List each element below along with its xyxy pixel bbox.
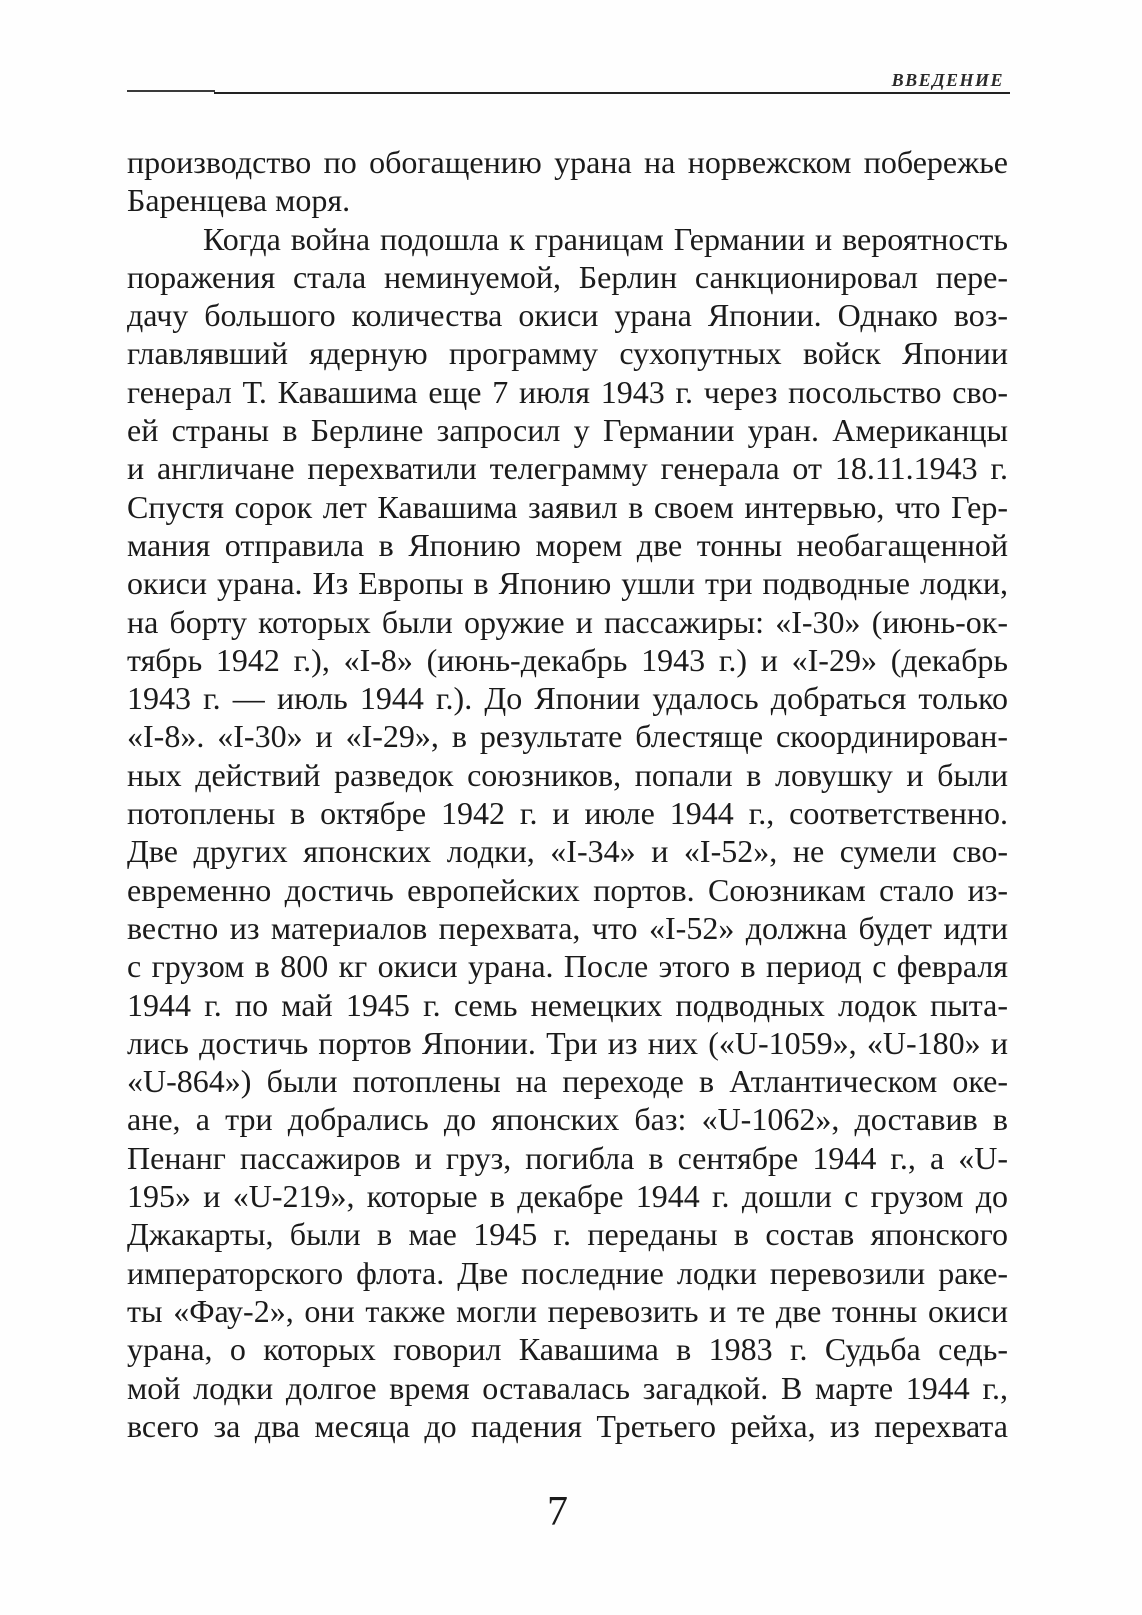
text-line: мания отправила в Японию морем две тонны необагащенной	[127, 526, 1008, 563]
text-line: урана, о которых говорил Кавашима в 1983 г. Судьба седь-	[127, 1331, 1008, 1368]
text-line: всего за два месяца до падения Третьего рейха, из перехвата	[127, 1407, 1008, 1444]
text-line: Джакарты, были в мае 1945 г. переданы в состав японского	[127, 1216, 1008, 1253]
text-line: Баренцева моря.	[127, 182, 351, 219]
text-line: ане, а три добрались до японских баз: «U-1062», доставив в	[127, 1101, 1008, 1138]
text-line: евременно достичь европейских портов. Союзникам стало из-	[127, 871, 1008, 908]
text-line: дачу большого количества окиси урана Японии. Однако воз-	[127, 297, 1008, 334]
text-line: Когда война подошла к границам Германии и вероятность	[203, 220, 1008, 257]
text-line: и англичане перехватили телеграмму генерала от 18.11.1943 г.	[127, 450, 1008, 487]
text-line: «I-8». «I-30» и «I-29», в результате блестяще скоординирован-	[127, 718, 1008, 755]
page-number: 7	[547, 1489, 568, 1535]
text-line: ты «Фау-2», они также могли перевозить и те две тонны окиси	[127, 1292, 1008, 1329]
text-line: тябрь 1942 г.), «I-8» (июнь-декабрь 1943 г.) и «I-29» (декабрь	[127, 641, 1008, 678]
paragraph	[127, 143, 1008, 220]
text-line: императорского флота. Две последние лодки перевозили раке-	[127, 1254, 1008, 1291]
text-line: Спустя сорок лет Кавашима заявил в своем интервью, что Гер-	[127, 488, 1008, 525]
text-line: с грузом в 800 кг окиси урана. После этого в период с февраля	[127, 948, 1008, 985]
text-line: лись достичь портов Японии. Три из них («U-1059», «U-180» и	[127, 1024, 1008, 1061]
text-line: окиси урана. Из Европы в Японию ушли три подводные лодки,	[127, 565, 1008, 602]
paragraph	[127, 220, 1008, 1446]
text-line: вестно из материалов перехвата, что «I-52» должна будет идти	[127, 909, 1008, 946]
text-line: главлявший ядерную программу сухопутных войск Японии	[127, 335, 1008, 372]
text-line: производство по обогащению урана на норвежском побережье	[127, 144, 1008, 180]
text-line: 195» и «U-219», которые в декабре 1944 г. дошли с грузом до	[127, 1178, 1008, 1215]
text-line: на борту которых были оружие и пассажиры: «I-30» (июнь-ок-	[127, 603, 1008, 640]
text-line: ных действий разведок союзников, попали в ловушку и были	[127, 756, 1008, 793]
text-line: 1944 г. по май 1945 г. семь немецких подводных лодок пыта-	[127, 986, 1008, 1023]
text-line: Пенанг пассажиров и груз, погибла в сентябре 1944 г., а «U-	[127, 1139, 1008, 1176]
text-line: Две других японских лодки, «I-34» и «I-52», не сумели сво-	[127, 833, 1008, 870]
text-line: потоплены в октябре 1942 г. и июле 1944 г., соответственно.	[127, 795, 1008, 832]
text-line: мой лодки долгое время оставалась загадкой. В марте 1944 г.,	[127, 1369, 1008, 1406]
header-rule-left-segment	[127, 90, 215, 92]
text-line: поражения стала неминуемой, Берлин санкционировал пере-	[127, 258, 1008, 295]
text-line: генерал Т. Кавашима еще 7 июля 1943 г. через посольство сво-	[127, 373, 1008, 410]
text-line: ей страны в Берлине запросил у Германии уран. Американцы	[127, 412, 1008, 449]
running-header: ВВЕДЕНИЕ	[891, 70, 1004, 90]
text-line: 1943 г. — июль 1944 г.). До Японии удалось добраться только	[127, 680, 1008, 717]
text-line: «U-864») были потоплены на переходе в Атлантическом оке-	[127, 1063, 1008, 1100]
header-rule	[214, 92, 1010, 94]
body-text	[127, 143, 1008, 1445]
